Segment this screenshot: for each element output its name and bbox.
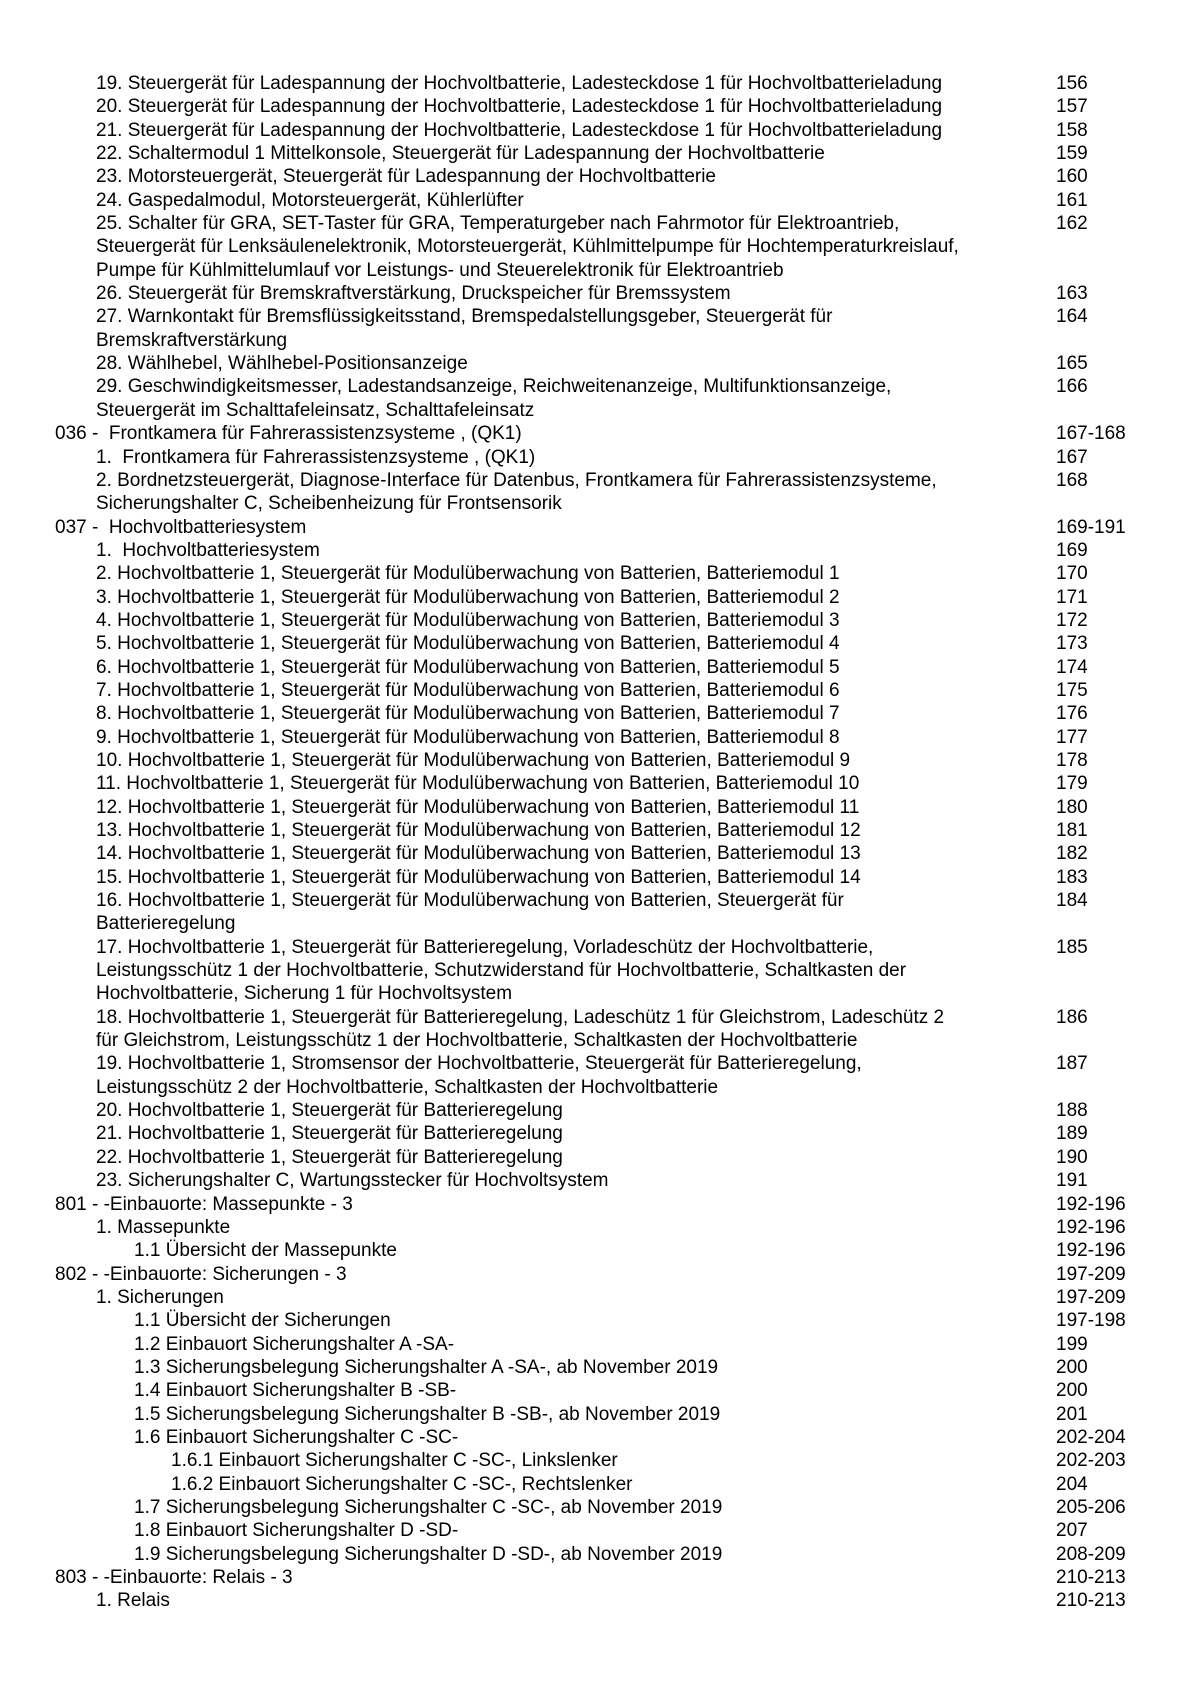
toc-entry-text: 20. Hochvoltbatterie 1, Steuergerät für Batterieregelung (96, 1100, 563, 1122)
toc-page-number: 178 (1056, 749, 1088, 771)
toc-entry (0, 679, 1190, 702)
toc-entry (0, 1216, 1190, 1239)
toc-page-number: 197-198 (1056, 1310, 1126, 1332)
toc-entry (0, 1239, 1190, 1262)
toc-entry-text: 1.8 Einbauort Sicherungshalter D -SD- (134, 1520, 459, 1542)
toc-page-number: 167-168 (1056, 423, 1126, 445)
toc-entry-text: 2. Bordnetzsteuergerät, Diagnose-Interface für Datenbus, Frontkamera für Fahrerassistenzsysteme, (96, 469, 937, 491)
toc-entry-text: Steuergerät im Schalttafeleinsatz, Schalttafeleinsatz (96, 399, 535, 421)
toc-page-number: 181 (1056, 820, 1088, 841)
toc-entry (0, 1496, 1190, 1519)
toc-page-number: 168 (1056, 469, 1088, 491)
toc-entry-continuation (0, 235, 1190, 258)
toc-entry (0, 446, 1190, 469)
toc-entry (0, 1309, 1190, 1332)
toc-page-number: 197-209 (1056, 1263, 1126, 1285)
toc-entry-text: Leistungsschütz 1 der Hochvoltbatterie, Schutzwiderstand für Hochvoltbatterie, Schaltkasten der (96, 960, 907, 982)
toc-entry (0, 1193, 1190, 1216)
toc-entry (0, 516, 1190, 539)
toc-page-number: 184 (1056, 890, 1088, 912)
toc-page-number: 170 (1056, 563, 1088, 585)
toc-entry-text: 22. Schaltermodul 1 Mittelkonsole, Steuergerät für Ladespannung der Hochvoltbatterie (96, 143, 825, 165)
toc-entry (0, 119, 1190, 142)
toc-entry-text: 1.3 Sicherungsbelegung Sicherungshalter A -SA-, ab November 2019 (134, 1356, 719, 1378)
toc-entry-text: 1. Hochvoltbatteriesystem (96, 539, 320, 561)
toc-page-number: 199 (1056, 1333, 1088, 1355)
toc-entry-text: 1.6.2 Einbauort Sicherungshalter C -SC-, Rechtslenker (171, 1473, 633, 1495)
table-of-contents (0, 72, 1190, 1613)
toc-entry-continuation (0, 492, 1190, 515)
toc-entry (0, 352, 1190, 375)
toc-page-number: 183 (1056, 866, 1088, 888)
toc-entry (0, 1099, 1190, 1122)
toc-entry-continuation (0, 329, 1190, 352)
toc-page-number: 190 (1056, 1146, 1088, 1168)
toc-entry-text: 037 - Hochvoltbatteriesystem (55, 516, 307, 538)
toc-page-number: 159 (1056, 143, 1088, 165)
toc-entry (0, 842, 1190, 865)
toc-entry (0, 1379, 1190, 1402)
toc-entry (0, 1589, 1190, 1612)
toc-page-number: 174 (1056, 656, 1088, 678)
toc-entry-text: 9. Hochvoltbatterie 1, Steuergerät für Modulüberwachung von Batterien, Batteriemodul 8 (96, 726, 840, 748)
toc-page-number: 192-196 (1056, 1240, 1126, 1262)
toc-entry (0, 469, 1190, 492)
toc-entry-text: 19. Steuergerät für Ladespannung der Hochvoltbatterie, Ladesteckdose 1 für Hochvoltbatterieladung (96, 73, 943, 94)
toc-entry-continuation (0, 399, 1190, 422)
toc-page-number: 191 (1056, 1170, 1088, 1192)
toc-page-number: 208-209 (1056, 1543, 1126, 1565)
toc-entry (0, 726, 1190, 749)
toc-entry (0, 1356, 1190, 1379)
toc-entry (0, 1543, 1190, 1566)
toc-entry-text: 1.4 Einbauort Sicherungshalter B -SB- (134, 1380, 457, 1402)
toc-page-number: 202-203 (1056, 1450, 1126, 1472)
toc-entry (0, 305, 1190, 328)
toc-entry (0, 1333, 1190, 1356)
toc-entry (0, 165, 1190, 188)
toc-page-number: 188 (1056, 1100, 1088, 1122)
toc-entry-continuation (0, 982, 1190, 1005)
toc-entry-text: 17. Hochvoltbatterie 1, Steuergerät für Batterieregelung, Vorladeschütz der Hochvoltbatterie, (96, 936, 874, 958)
toc-entry (0, 375, 1190, 398)
toc-entry-text: 801 - -Einbauorte: Massepunkte - 3 (55, 1193, 353, 1215)
toc-entry-text: 27. Warnkontakt für Bremsflüssigkeitsstand, Bremspedalstellungsgeber, Steuergerät für (96, 306, 833, 328)
toc-entry-text: Leistungsschütz 2 der Hochvoltbatterie, Schaltkasten der Hochvoltbatterie (96, 1076, 719, 1098)
toc-page-number: 210-213 (1056, 1590, 1126, 1612)
toc-entry (0, 1052, 1190, 1075)
toc-page-number: 171 (1056, 586, 1088, 608)
toc-entry (0, 1122, 1190, 1145)
toc-entry-text: 1. Relais (96, 1590, 170, 1612)
toc-entry (0, 1449, 1190, 1472)
toc-page-number: 207 (1056, 1520, 1088, 1542)
toc-entry-text: 20. Steuergerät für Ladespannung der Hochvoltbatterie, Ladesteckdose 1 für Hochvoltbatterieladung (96, 96, 943, 118)
toc-entry-text: 036 - Frontkamera für Fahrerassistenzsysteme , (QK1) (55, 423, 522, 445)
toc-entry-text: für Gleichstrom, Leistungsschütz 1 der Hochvoltbatterie, Schaltkasten der Hochvoltbatterie (96, 1030, 858, 1052)
toc-entry (0, 936, 1190, 959)
toc-entry (0, 539, 1190, 562)
toc-entry-continuation (0, 259, 1190, 282)
toc-page-number: 160 (1056, 166, 1088, 188)
toc-entry-text: 23. Sicherungshalter C, Wartungsstecker für Hochvoltsystem (96, 1170, 609, 1192)
toc-entry-text: Steuergerät für Lenksäulenelektronik, Motorsteuergerät, Kühlmittelpumpe für Hochtemperaturkreislauf, (96, 236, 959, 258)
toc-entry (0, 1403, 1190, 1426)
toc-page-number: 192-196 (1056, 1216, 1126, 1238)
toc-page-number: 176 (1056, 703, 1088, 725)
toc-page-number: 158 (1056, 119, 1088, 141)
toc-page-number: 180 (1056, 796, 1088, 818)
toc-entry (0, 796, 1190, 819)
toc-page-number: 187 (1056, 1053, 1088, 1075)
toc-entry (0, 142, 1190, 165)
toc-page-number: 200 (1056, 1356, 1088, 1378)
toc-entry (0, 72, 1190, 95)
toc-entry-text: 11. Hochvoltbatterie 1, Steuergerät für Modulüberwachung von Batterien, Batteriemodul 10 (96, 773, 860, 795)
toc-entry (0, 1426, 1190, 1449)
toc-entry (0, 866, 1190, 889)
toc-entry (0, 95, 1190, 118)
toc-page-number: 192-196 (1056, 1193, 1126, 1215)
toc-entry-text: 22. Hochvoltbatterie 1, Steuergerät für Batterieregelung (96, 1146, 563, 1168)
toc-entry-text: 8. Hochvoltbatterie 1, Steuergerät für Modulüberwachung von Batterien, Batteriemodul 7 (96, 703, 840, 725)
toc-entry (0, 772, 1190, 795)
toc-entry-text: 1. Massepunkte (96, 1216, 231, 1238)
toc-entry-text: 3. Hochvoltbatterie 1, Steuergerät für Modulüberwachung von Batterien, Batteriemodul 2 (96, 586, 840, 608)
toc-entry-text: 15. Hochvoltbatterie 1, Steuergerät für Modulüberwachung von Batterien, Batteriemodul 14 (96, 866, 861, 888)
toc-entry (0, 749, 1190, 772)
toc-page-number: 189 (1056, 1123, 1088, 1145)
toc-page-number: 163 (1056, 283, 1088, 305)
toc-page-number: 185 (1056, 936, 1088, 958)
toc-page-number: 200 (1056, 1380, 1088, 1402)
toc-page-number: 161 (1056, 189, 1088, 211)
toc-entry-text: 26. Steuergerät für Bremskraftverstärkung, Druckspeicher für Bremssystem (96, 283, 731, 305)
toc-entry-text: 1.7 Sicherungsbelegung Sicherungshalter C -SC-, ab November 2019 (134, 1496, 723, 1518)
toc-entry (0, 1286, 1190, 1309)
toc-entry-text: 25. Schalter für GRA, SET-Taster für GRA, Temperaturgeber nach Fahrmotor für Elektroantrieb, (96, 213, 900, 235)
toc-entry (0, 632, 1190, 655)
toc-page-number: 210-213 (1056, 1567, 1126, 1588)
toc-entry-text: 1.9 Sicherungsbelegung Sicherungshalter D -SD-, ab November 2019 (134, 1543, 723, 1565)
toc-page-number: 202-204 (1056, 1426, 1126, 1448)
toc-entry-text: 18. Hochvoltbatterie 1, Steuergerät für Batterieregelung, Ladeschütz 1 für Gleichstrom, Ladeschütz 2 (96, 1006, 945, 1028)
toc-entry (0, 282, 1190, 305)
toc-entry-text: 2. Hochvoltbatterie 1, Steuergerät für Modulüberwachung von Batterien, Batteriemodul 1 (96, 563, 840, 585)
toc-entry-text: 4. Hochvoltbatterie 1, Steuergerät für Modulüberwachung von Batterien, Batteriemodul 3 (96, 609, 840, 631)
toc-entry-text: 5. Hochvoltbatterie 1, Steuergerät für Modulüberwachung von Batterien, Batteriemodul 4 (96, 633, 840, 655)
toc-entry-text: 1.5 Sicherungsbelegung Sicherungshalter B -SB-, ab November 2019 (134, 1403, 721, 1425)
toc-entry (0, 1006, 1190, 1029)
toc-entry (0, 702, 1190, 725)
toc-page-number: 177 (1056, 726, 1088, 748)
toc-entry-text: 1. Frontkamera für Fahrerassistenzsysteme , (QK1) (96, 446, 536, 468)
toc-entry (0, 189, 1190, 212)
toc-entry-text: 802 - -Einbauorte: Sicherungen - 3 (55, 1263, 347, 1285)
toc-entry (0, 1519, 1190, 1542)
toc-entry-text: Hochvoltbatterie, Sicherung 1 für Hochvoltsystem (96, 983, 513, 1005)
toc-entry (0, 656, 1190, 679)
toc-entry-text: 29. Geschwindigkeitsmesser, Ladestandsanzeige, Reichweitenanzeige, Multifunktionsanzeige, (96, 376, 892, 398)
toc-entry-text: Pumpe für Kühlmittelumlauf vor Leistungs- und Steuerelektronik für Elektroantrieb (96, 259, 784, 281)
toc-entry (0, 1146, 1190, 1169)
toc-page-number: 173 (1056, 633, 1088, 655)
toc-page-number: 167 (1056, 446, 1088, 468)
toc-page-number: 172 (1056, 609, 1088, 631)
toc-entry-continuation (0, 912, 1190, 935)
toc-entry (0, 422, 1190, 445)
toc-entry-text: 1. Sicherungen (96, 1286, 224, 1308)
toc-entry-text: 1.6.1 Einbauort Sicherungshalter C -SC-, Linkslenker (171, 1450, 618, 1472)
toc-entry-text: 7. Hochvoltbatterie 1, Steuergerät für Modulüberwachung von Batterien, Batteriemodul 6 (96, 679, 840, 701)
toc-entry-text: 10. Hochvoltbatterie 1, Steuergerät für Modulüberwachung von Batterien, Batteriemodul 9 (96, 749, 851, 771)
toc-page-number: 169-191 (1056, 516, 1126, 538)
toc-page-number: 204 (1056, 1473, 1088, 1495)
toc-entry-text: Sicherungshalter C, Scheibenheizung für Frontsensorik (96, 493, 562, 515)
toc-page-number: 175 (1056, 679, 1088, 701)
toc-entry-text: 23. Motorsteuergerät, Steuergerät für Ladespannung der Hochvoltbatterie (96, 166, 716, 188)
toc-entry-continuation (0, 1076, 1190, 1099)
toc-entry (0, 586, 1190, 609)
toc-page-number: 201 (1056, 1403, 1088, 1425)
toc-page-number: 157 (1056, 96, 1088, 118)
toc-entry (0, 889, 1190, 912)
toc-entry-text: 19. Hochvoltbatterie 1, Stromsensor der Hochvoltbatterie, Steuergerät für Batterieregelung, (96, 1053, 862, 1075)
toc-entry-text: 12. Hochvoltbatterie 1, Steuergerät für Modulüberwachung von Batterien, Batteriemodul 11 (96, 796, 860, 818)
toc-page-number: 164 (1056, 306, 1088, 328)
toc-page-number: 169 (1056, 539, 1088, 561)
toc-entry (0, 1473, 1190, 1496)
toc-entry-text: 13. Hochvoltbatterie 1, Steuergerät für Modulüberwachung von Batterien, Batteriemodul 12 (96, 820, 861, 841)
toc-entry-text: 1.2 Einbauort Sicherungshalter A -SA- (134, 1333, 455, 1355)
toc-entry-text: 14. Hochvoltbatterie 1, Steuergerät für Modulüberwachung von Batterien, Batteriemodul 13 (96, 843, 861, 865)
toc-entry (0, 1169, 1190, 1192)
toc-entry-text: 21. Hochvoltbatterie 1, Steuergerät für Batterieregelung (96, 1123, 563, 1145)
toc-page-number: 197-209 (1056, 1286, 1126, 1308)
toc-page-number: 186 (1056, 1006, 1088, 1028)
toc-entry-text: 24. Gaspedalmodul, Motorsteuergerät, Kühlerlüfter (96, 189, 524, 211)
toc-page-number: 166 (1056, 376, 1088, 398)
toc-entry (0, 819, 1190, 842)
toc-entry-text: 21. Steuergerät für Ladespannung der Hochvoltbatterie, Ladesteckdose 1 für Hochvoltbatterieladung (96, 119, 943, 141)
toc-entry-text: 6. Hochvoltbatterie 1, Steuergerät für Modulüberwachung von Batterien, Batteriemodul 5 (96, 656, 840, 678)
toc-entry-text: Bremskraftverstärkung (96, 329, 288, 351)
toc-entry (0, 212, 1190, 235)
toc-entry (0, 1263, 1190, 1286)
toc-page-number: 179 (1056, 773, 1088, 795)
toc-entry-text: 803 - -Einbauorte: Relais - 3 (55, 1567, 293, 1588)
toc-entry (0, 609, 1190, 632)
toc-page-number: 165 (1056, 353, 1088, 375)
toc-entry-text: 16. Hochvoltbatterie 1, Steuergerät für Modulüberwachung von Batterien, Steuergerät für (96, 890, 844, 912)
toc-entry-continuation (0, 1029, 1190, 1052)
toc-entry-continuation (0, 959, 1190, 982)
toc-entry-text: 1.1 Übersicht der Massepunkte (134, 1240, 397, 1262)
toc-entry (0, 1566, 1190, 1589)
toc-entry-text: 1.1 Übersicht der Sicherungen (134, 1310, 391, 1332)
toc-page-number: 156 (1056, 73, 1088, 94)
toc-entry-text: 1.6 Einbauort Sicherungshalter C -SC- (134, 1426, 459, 1448)
toc-page-number: 205-206 (1056, 1496, 1126, 1518)
toc-page-number: 162 (1056, 213, 1088, 235)
toc-entry (0, 562, 1190, 585)
toc-entry-text: Batterieregelung (96, 913, 236, 935)
toc-entry-text: 28. Wählhebel, Wählhebel-Positionsanzeige (96, 353, 468, 375)
toc-page-number: 182 (1056, 843, 1088, 865)
